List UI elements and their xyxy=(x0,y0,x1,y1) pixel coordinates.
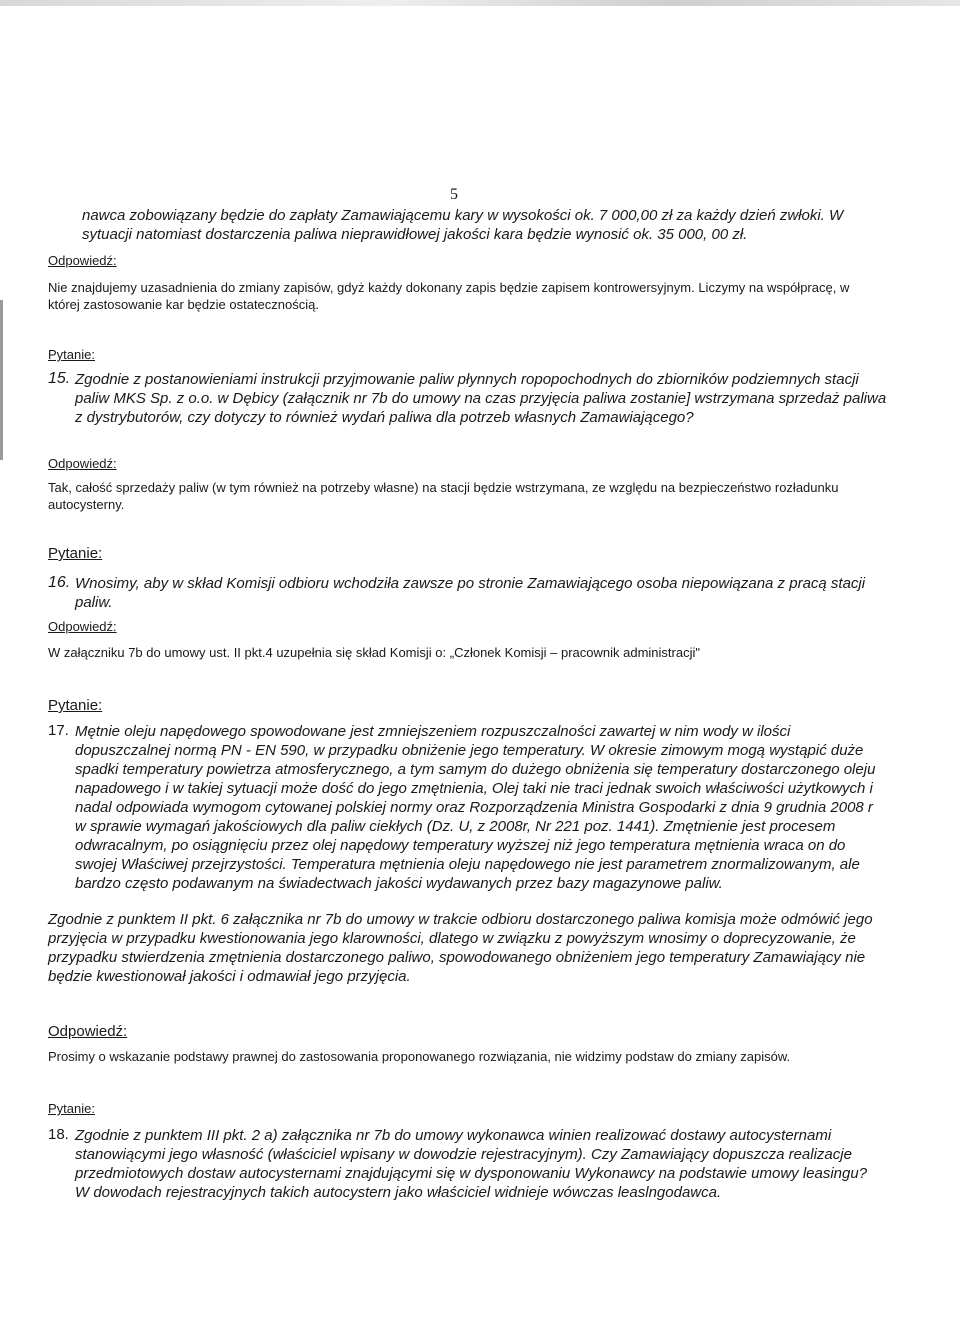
question-18 xyxy=(48,1126,888,1202)
scan-left-edge xyxy=(0,300,3,460)
question-number: 16. xyxy=(48,574,71,591)
page-number: 5 xyxy=(450,186,458,203)
question-label: Pytanie: xyxy=(48,545,103,562)
question-number: 18. xyxy=(48,1126,69,1143)
question-text: Mętnie oleju napędowego spowodowane jest zmniejszeniem rozpuszczalności zawartej w nim wody w ilości dopuszczalnej normą PN - EN 590, w przypadku obniżenie jego temperatury. W okresie zimowym mogą wystąpić duże spadki temperatury powietrza atmosferycznego, a tym samym do dużego obniżenia się temperatury dostarczonego oleju napadowego i w takiej sytuacji może dość do jego zmętnienia, Olej taki nie traci jednak swoich właściwości użytkowych i nadal odpowiada wymogom cytowanej polskiej normy oraz Rozporządzenia Ministra Gospodarki z dnia 9 grudnia 2008 r w sprawie wymagań jakościowych dla paliw ciekłych (Dz. U, z 2008r, Nr 221 poz. 1441). Zmętnienie jest procesem odwracalnym, po osiągnięciu przez olej napędowy temperatury wyższej niż jego temperatura mętnienia wraca on do swojej Właściwej przejrzystości. Temperatura mętnienia oleju napędowego nie jest parametrem znormalizowanym, ale bardzo często podawanym na świadectwach jakości wydawanych przez bazy magazynowe paliw. xyxy=(75,723,876,892)
question-number: 15. xyxy=(48,370,71,387)
question-label: Pytanie: xyxy=(48,1101,95,1116)
question-15 xyxy=(48,370,888,427)
intro-text: nawca zobowiązany będzie do zapłaty Zamawiającemu kary w wysokości ok. 7 000,00 zł za każdy dzień zwłoki. W sytuacji natomiast dostarczenia paliwa nieprawidłowej jakości kara będzie wynosić ok. 35 000, 00 zł. xyxy=(82,207,844,243)
answer-text: W załączniku 7b do umowy ust. II pkt.4 uzupełnia się skład Komisji o: „Członek Komisji – pracownik administracji" xyxy=(48,645,700,660)
answer-text: Nie znajdujemy uzasadnienia do zmiany zapisów, gdyż każdy dokonany zapis będzie zapisem kontrowersyjnym. Liczymy na współpracę, w której zastosowanie kar będzie ostatecznością. xyxy=(48,280,850,312)
answer-label: Odpowiedź: xyxy=(48,1023,128,1040)
answer-label: Odpowiedź: xyxy=(48,619,117,634)
question-text: Wnosimy, aby w skład Komisji odbioru wchodziła zawsze po stronie Zamawiającego osoba niepowiązana z pracą stacji paliw. xyxy=(75,575,866,611)
question-label: Pytanie: xyxy=(48,347,95,362)
question-label: Pytanie: xyxy=(48,697,103,714)
answer-label: Odpowiedź: xyxy=(48,253,117,268)
question-extra-text: Zgodnie z punktem II pkt. 6 załącznika nr 7b do umowy w trakcie odbioru dostarczonego paliwa komisja może odmówić jego przyjęcia w przypadku kwestionowania jego klarowności, dlatego w związku z powyższym wnosimy o doprecyzowanie, że przypadku stwierdzenia zmętnienia dostarczonego paliwo, spowodowanego obniżeniem jego temperatury Zamawiający nie będzie kwestionował jakości i odmawiał jego przyjęcia. xyxy=(48,911,873,985)
question-text: Zgodnie z punktem III pkt. 2 a) załącznika nr 7b do umowy wykonawca winien realizować dostawy autocysternami stanowiącymi jego własność (właściciel wpisany w dowodzie rejestracyjnym). Czy Zamawiający dopuszcza realizacje przedmiotowych dostaw autocysternami znajdującymi się w dysponowaniu Wykonawcy na podstawie umowy leasingu? W dowodach rejestracyjnych takich autocystern jako właściciel widnieje wówczas leaslngodawca. xyxy=(75,1127,868,1201)
answer-label: Odpowiedź: xyxy=(48,456,117,471)
question-text: Zgodnie z postanowieniami instrukcji przyjmowanie paliw płynnych ropopochodnych do zbiorników podziemnych stacji paliw MKS Sp. z o.o. w Dębicy (załącznik nr 7b do umowy na czas przyjęcia paliwa zostanie] wstrzymana sprzedaż paliwa z dystrybutorów, czy dotyczy to również wydań paliwa dla potrzeb własnych Zamawiającego? xyxy=(75,371,887,426)
scan-top-edge xyxy=(0,0,960,6)
question-16 xyxy=(48,574,888,612)
question-number: 17. xyxy=(48,722,69,739)
question-17 xyxy=(48,722,888,893)
answer-text: Tak, całość sprzedaży paliw (w tym również na potrzeby własne) na stacji będzie wstrzymana, ze względu na bezpieczeństwo rozładunku autocysterny. xyxy=(48,480,839,512)
answer-text: Prosimy o wskazanie podstawy prawnej do zastosowania proponowanego rozwiązania, nie widzimy podstaw do zmiany zapisów. xyxy=(48,1049,791,1064)
